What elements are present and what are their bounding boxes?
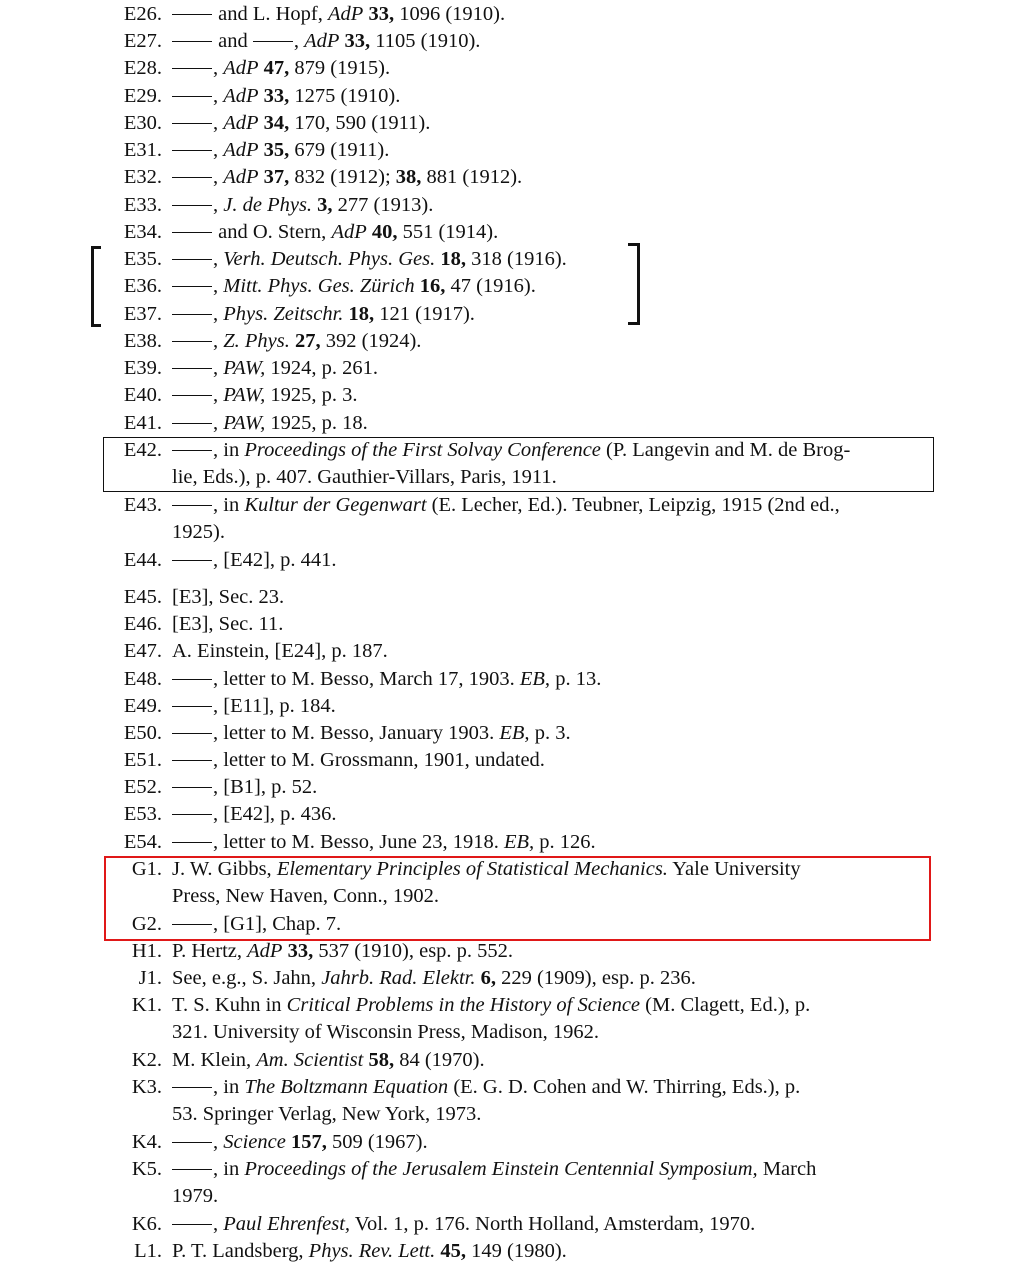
reference-text bbox=[172, 110, 922, 137]
reference-text-part: 1105 (1910). bbox=[370, 30, 481, 52]
reference-text-part: J. W. Gibbs, bbox=[172, 858, 277, 880]
reference-text bbox=[172, 492, 922, 546]
reference-label: E28. bbox=[123, 57, 162, 79]
reference-text-part: , bbox=[293, 30, 305, 52]
reference-label: E50. bbox=[123, 722, 162, 744]
reference-italic-title: J. de Phys. bbox=[223, 194, 313, 216]
reference-italic-title: Science bbox=[223, 1131, 286, 1153]
reference-volume: 33, bbox=[287, 940, 314, 962]
reference-text-part: , bbox=[213, 112, 224, 134]
ditto-dash bbox=[172, 1224, 212, 1225]
reference-text-part: , bbox=[213, 57, 224, 79]
reference-text bbox=[172, 437, 922, 491]
reference-text bbox=[172, 547, 922, 574]
reference-label: E40. bbox=[123, 384, 162, 406]
reference-text-part: 679 (1911). bbox=[289, 139, 390, 161]
reference-label: K5. bbox=[131, 1158, 162, 1180]
reference-text-part: 121 (1917). bbox=[374, 303, 475, 325]
ditto-dash bbox=[172, 733, 212, 734]
reference-text-part: [E3], Sec. 23. bbox=[172, 586, 285, 608]
reference-text-part: , bbox=[213, 1213, 224, 1235]
reference-text bbox=[172, 137, 922, 164]
ditto-dash bbox=[172, 842, 212, 843]
reference-text bbox=[172, 219, 922, 246]
reference-text-part: , bbox=[213, 248, 224, 270]
ditto-dash bbox=[172, 205, 212, 206]
reference-text-part: 1925, p. 18. bbox=[265, 412, 368, 434]
reference-continuation: 53. Springer Verlag, New York, 1973. bbox=[172, 1103, 482, 1126]
reference-text bbox=[172, 829, 922, 856]
reference-text bbox=[172, 584, 922, 611]
reference-continuation: Press, New Haven, Conn., 1902. bbox=[172, 885, 440, 908]
reference-text-part: (M. Clagett, Ed.), p. bbox=[640, 994, 811, 1016]
ditto-dash bbox=[172, 259, 212, 260]
reference-label: E48. bbox=[123, 668, 162, 690]
reference-label: E33. bbox=[123, 194, 162, 216]
reference-label: E47. bbox=[123, 640, 162, 662]
reference-text bbox=[172, 911, 922, 938]
ditto-dash bbox=[172, 150, 212, 151]
reference-label: E27. bbox=[123, 30, 162, 52]
ditto-dash bbox=[172, 924, 212, 925]
ditto-dash bbox=[172, 1169, 212, 1170]
reference-italic-title: Phys. Zeitschr. bbox=[223, 303, 344, 325]
reference-label: E26. bbox=[123, 3, 162, 25]
reference-volume: 35, bbox=[263, 139, 290, 161]
reference-label: G1. bbox=[131, 858, 162, 880]
reference-text-part: , bbox=[213, 194, 224, 216]
reference-text-part: , bbox=[213, 357, 224, 379]
reference-text bbox=[172, 801, 922, 828]
reference-italic-title: AdP bbox=[304, 30, 340, 52]
reference-text-part: Vol. 1, p. 176. North Holland, Amsterdam, 1970. bbox=[350, 1213, 756, 1235]
reference-text bbox=[172, 1156, 922, 1210]
reference-text-part: and L. Hopf, bbox=[213, 3, 329, 25]
reference-text bbox=[172, 1129, 922, 1156]
reference-italic-title: AdP bbox=[223, 57, 259, 79]
reference-text-part: 1924, p. 261. bbox=[265, 357, 378, 379]
ditto-dash bbox=[172, 395, 212, 396]
reference-label: E46. bbox=[123, 613, 162, 635]
ditto-dash bbox=[172, 41, 212, 42]
reference-italic-title: Paul Ehrenfest, bbox=[223, 1213, 351, 1235]
ditto-dash bbox=[172, 760, 212, 761]
ditto-dash bbox=[172, 177, 212, 178]
ditto-dash bbox=[172, 450, 212, 451]
reference-text bbox=[172, 638, 922, 665]
reference-label: K3. bbox=[131, 1076, 162, 1098]
reference-continuation: 1979. bbox=[172, 1185, 219, 1208]
reference-text bbox=[172, 301, 922, 328]
reference-label: E53. bbox=[123, 803, 162, 825]
reference-italic-title: PAW, bbox=[223, 357, 266, 379]
reference-text bbox=[172, 965, 922, 992]
ditto-dash bbox=[172, 96, 212, 97]
reference-text-part: 1925, p. 3. bbox=[265, 384, 358, 406]
reference-text bbox=[172, 1211, 922, 1238]
ditto-dash bbox=[172, 560, 212, 561]
reference-text-part: , letter to M. Besso, January 1903. bbox=[213, 722, 500, 744]
reference-italic-title: Critical Problems in the History of Science bbox=[286, 994, 641, 1016]
reference-text-part: , letter to M. Besso, June 23, 1918. bbox=[213, 831, 504, 853]
reference-text-part: 1275 (1910). bbox=[289, 85, 401, 107]
reference-text-part: 832 (1912); bbox=[289, 166, 396, 188]
reference-label: K6. bbox=[131, 1213, 162, 1235]
reference-label: L1. bbox=[134, 1240, 162, 1262]
reference-italic-title: Phys. Rev. Lett. bbox=[308, 1240, 436, 1262]
reference-text-part: P. T. Landsberg, bbox=[172, 1240, 309, 1262]
ditto-dash bbox=[172, 814, 212, 815]
reference-label: E32. bbox=[123, 166, 162, 188]
reference-label: G2. bbox=[131, 913, 162, 935]
reference-text bbox=[172, 55, 922, 82]
reference-text-part: T. S. Kuhn in bbox=[172, 994, 287, 1016]
reference-text bbox=[172, 1074, 922, 1128]
reference-label: E44. bbox=[123, 549, 162, 571]
reference-label: E51. bbox=[123, 749, 162, 771]
ditto-dash bbox=[172, 368, 212, 369]
reference-italic-title: The Boltzmann Equation bbox=[244, 1076, 449, 1098]
reference-text bbox=[172, 192, 922, 219]
reference-label: E49. bbox=[123, 695, 162, 717]
reference-text bbox=[172, 720, 922, 747]
reference-label: E52. bbox=[123, 776, 162, 798]
reference-text-part: A. Einstein, [E24], p. 187. bbox=[172, 640, 388, 662]
reference-volume: 33, bbox=[263, 85, 290, 107]
reference-text-part: 229 (1909), esp. p. 236. bbox=[495, 967, 696, 989]
reference-text-part: 1096 (1910). bbox=[394, 3, 506, 25]
reference-text-part: March bbox=[757, 1158, 817, 1180]
ditto-dash bbox=[172, 286, 212, 287]
reference-italic-title: Verh. Deutsch. Phys. Ges. bbox=[223, 248, 436, 270]
reference-text-part: , [E11], p. 184. bbox=[213, 695, 336, 717]
reference-text-part: , [E42], p. 441. bbox=[213, 549, 337, 571]
reference-volume: 16, bbox=[419, 275, 446, 297]
reference-text bbox=[172, 856, 922, 910]
reference-label: K2. bbox=[131, 1049, 162, 1071]
reference-text bbox=[172, 1047, 922, 1074]
reference-text bbox=[172, 611, 922, 638]
reference-italic-title: Z. Phys. bbox=[223, 330, 290, 352]
ditto-dash bbox=[172, 1087, 212, 1088]
reference-text bbox=[172, 666, 922, 693]
reference-text-part: , bbox=[213, 303, 224, 325]
reference-continuation: lie, Eds.), p. 407. Gauthier-Villars, Paris, 1911. bbox=[172, 466, 557, 489]
reference-text bbox=[172, 747, 922, 774]
reference-volume: 45, bbox=[440, 1240, 466, 1262]
reference-text-part: 149 (1980). bbox=[466, 1240, 567, 1262]
reference-text bbox=[172, 164, 922, 191]
reference-italic-title: Proceedings of the Jerusalem Einstein Centennial Symposium, bbox=[244, 1158, 758, 1180]
ditto-dash bbox=[172, 706, 212, 707]
reference-volume: 33, bbox=[368, 3, 395, 25]
reference-text-part: , letter to M. Besso, March 17, 1903. bbox=[213, 668, 520, 690]
reference-italic-title: AdP bbox=[223, 166, 259, 188]
reference-italic-title: AdP bbox=[223, 139, 259, 161]
reference-label: E35. bbox=[123, 248, 162, 270]
reference-volume: 47, bbox=[263, 57, 290, 79]
reference-label: E45. bbox=[123, 586, 162, 608]
reference-text-part: 47 (1916). bbox=[445, 275, 536, 297]
reference-text-part: (P. Langevin and M. de Brog- bbox=[600, 439, 851, 461]
reference-italic-title: Mitt. Phys. Ges. Zürich bbox=[223, 275, 415, 297]
reference-text bbox=[172, 28, 922, 55]
reference-volume: 58, bbox=[368, 1049, 395, 1071]
reference-text-part: (E. Lecher, Ed.). Teubner, Leipzig, 1915 (2nd ed., bbox=[426, 494, 840, 516]
reference-text-part: , bbox=[213, 166, 224, 188]
reference-continuation: 1925). bbox=[172, 521, 225, 544]
reference-text-part: , in bbox=[213, 1076, 245, 1098]
reference-text-part: 84 (1970). bbox=[394, 1049, 485, 1071]
reference-italic-title: Proceedings of the First Solvay Conference bbox=[244, 439, 601, 461]
reference-text-part: 551 (1914). bbox=[397, 221, 499, 243]
reference-italic-title: PAW, bbox=[223, 384, 266, 406]
ditto-dash bbox=[172, 314, 212, 315]
reference-label: E37. bbox=[123, 303, 162, 325]
reference-label: E31. bbox=[123, 139, 162, 161]
reference-volume: 6, bbox=[480, 967, 496, 989]
reference-text-part: 879 (1915). bbox=[289, 57, 391, 79]
reference-label: E30. bbox=[123, 112, 162, 134]
reference-volume: 157, bbox=[290, 1131, 327, 1153]
reference-label: E29. bbox=[123, 85, 162, 107]
reference-text-part: , in bbox=[213, 439, 245, 461]
ditto-dash bbox=[172, 679, 212, 680]
reference-text bbox=[172, 410, 922, 437]
reference-text bbox=[172, 992, 922, 1046]
reference-text-part: , bbox=[213, 384, 224, 406]
ditto-dash bbox=[172, 341, 212, 342]
reference-text bbox=[172, 273, 922, 300]
reference-text-part: , letter to M. Grossmann, 1901, undated. bbox=[213, 749, 545, 771]
ditto-dash bbox=[172, 68, 212, 69]
reference-text-part: (E. G. D. Cohen and W. Thirring, Eds.), p. bbox=[448, 1076, 801, 1098]
reference-volume: 27, bbox=[295, 330, 321, 352]
ditto-dash bbox=[172, 423, 212, 424]
reference-text bbox=[172, 246, 922, 273]
reference-italic-title: Kultur der Gegenwart bbox=[244, 494, 427, 516]
ditto-dash bbox=[253, 41, 293, 42]
ditto-dash bbox=[172, 1142, 212, 1143]
reference-label: K4. bbox=[131, 1131, 162, 1153]
reference-text-part: 170, 590 (1911). bbox=[289, 112, 431, 134]
reference-text bbox=[172, 1238, 922, 1265]
reference-text-part: Yale University bbox=[667, 858, 801, 880]
reference-text-part: , bbox=[213, 85, 224, 107]
reference-label: E43. bbox=[123, 494, 162, 516]
reference-text-part: 537 (1910), esp. p. 552. bbox=[313, 940, 514, 962]
reference-label: E36. bbox=[123, 275, 162, 297]
reference-text-part: , [G1], Chap. 7. bbox=[213, 913, 342, 935]
reference-volume: 3, bbox=[317, 194, 333, 216]
reference-italic-title: AdP bbox=[223, 112, 259, 134]
reference-label: E54. bbox=[123, 831, 162, 853]
reference-text-part: and O. Stern, bbox=[213, 221, 332, 243]
reference-italic-title: PAW, bbox=[223, 412, 266, 434]
reference-italic-title: AdP bbox=[223, 85, 259, 107]
reference-text-part: , bbox=[213, 412, 224, 434]
reference-text-part: P. Hertz, bbox=[172, 940, 248, 962]
reference-continuation: 321. University of Wisconsin Press, Madison, 1962. bbox=[172, 1021, 600, 1044]
reference-text-part: , in bbox=[213, 494, 245, 516]
reference-text bbox=[172, 774, 922, 801]
reference-volume: 18, bbox=[348, 303, 375, 325]
reference-text-part: See, e.g., S. Jahn, bbox=[172, 967, 322, 989]
reference-italic-title: AdP bbox=[247, 940, 283, 962]
reference-text bbox=[172, 355, 922, 382]
reference-text-part: 277 (1913). bbox=[332, 194, 434, 216]
reference-text-part: , bbox=[213, 1131, 224, 1153]
reference-text bbox=[172, 328, 922, 355]
reference-volume: 38, bbox=[395, 166, 422, 188]
reference-text-part: M. Klein, bbox=[172, 1049, 257, 1071]
reference-label: H1. bbox=[131, 940, 162, 962]
reference-text-part: and bbox=[213, 30, 253, 52]
reference-italic-title: Elementary Principles of Statistical Mechanics. bbox=[276, 858, 668, 880]
reference-label: E38. bbox=[123, 330, 162, 352]
reference-italic-title: AdP bbox=[328, 3, 364, 25]
reference-volume: 34, bbox=[263, 112, 290, 134]
reference-label: E39. bbox=[123, 357, 162, 379]
reference-text-part: 509 (1967). bbox=[326, 1131, 428, 1153]
reference-italic-title: Jahrb. Rad. Elektr. bbox=[321, 967, 476, 989]
reference-text-part: , [B1], p. 52. bbox=[213, 776, 318, 798]
reference-volume: 18, bbox=[440, 248, 466, 270]
reference-text-part: , bbox=[213, 330, 224, 352]
reference-text bbox=[172, 83, 922, 110]
ditto-dash bbox=[172, 232, 212, 233]
reference-italic-title: EB, bbox=[499, 722, 530, 744]
reference-text-part: 318 (1916). bbox=[466, 248, 567, 270]
ditto-dash bbox=[172, 123, 212, 124]
reference-label: E34. bbox=[123, 221, 162, 243]
reference-text-part: 392 (1924). bbox=[320, 330, 422, 352]
reference-italic-title: AdP bbox=[331, 221, 367, 243]
reference-volume: 33, bbox=[344, 30, 371, 52]
reference-text-part: p. 13. bbox=[550, 668, 602, 690]
reference-text-part: 881 (1912). bbox=[421, 166, 523, 188]
reference-text-part: p. 126. bbox=[534, 831, 596, 853]
reference-italic-title: Am. Scientist bbox=[256, 1049, 364, 1071]
reference-text bbox=[172, 693, 922, 720]
reference-volume: 37, bbox=[263, 166, 290, 188]
reference-volume: 40, bbox=[371, 221, 398, 243]
reference-text bbox=[172, 938, 922, 965]
reference-italic-title: EB, bbox=[503, 831, 535, 853]
ditto-dash bbox=[172, 505, 212, 506]
reference-italic-title: EB, bbox=[519, 668, 551, 690]
reference-label: E41. bbox=[123, 412, 162, 434]
reference-text-part: , bbox=[213, 139, 224, 161]
reference-text bbox=[172, 1, 922, 28]
reference-text-part: p. 3. bbox=[529, 722, 571, 744]
reference-text-part: [E3], Sec. 11. bbox=[172, 613, 284, 635]
reference-text-part: , bbox=[213, 275, 224, 297]
reference-label: K1. bbox=[131, 994, 162, 1016]
ditto-dash bbox=[172, 787, 212, 788]
reference-label: E42. bbox=[123, 439, 162, 461]
reference-text-part: , in bbox=[213, 1158, 245, 1180]
ditto-dash bbox=[172, 14, 212, 15]
reference-text-part: , [E42], p. 436. bbox=[213, 803, 337, 825]
reference-label: J1. bbox=[138, 967, 162, 989]
reference-text bbox=[172, 382, 922, 409]
